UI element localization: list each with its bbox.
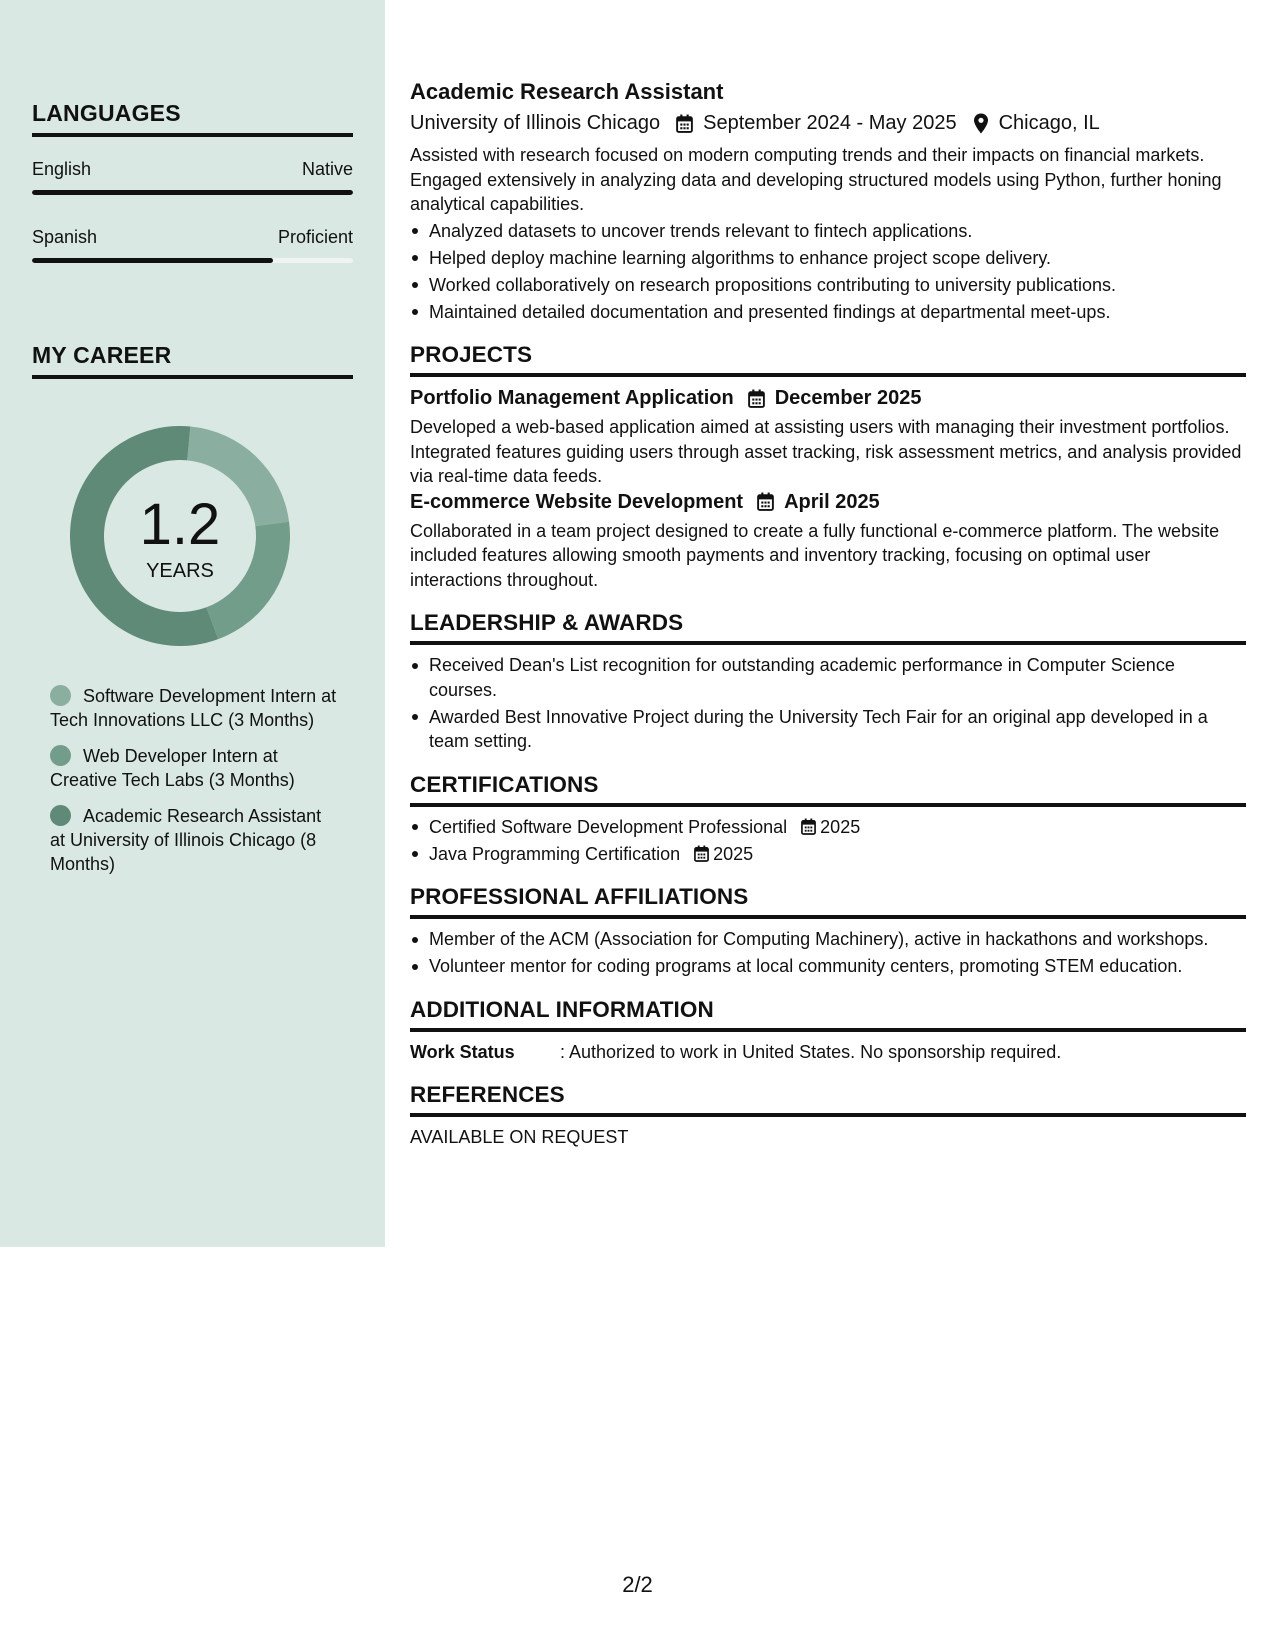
legend-dot: [50, 745, 71, 766]
affiliation-item: Member of the ACM (Association for Computing Machinery), active in hackathons and workshops.: [410, 927, 1246, 952]
page-number: 2/2: [622, 1572, 653, 1597]
language-proficiency-bar: [32, 190, 353, 195]
references-text: AVAILABLE ON REQUEST: [410, 1126, 629, 1147]
certification-item: [410, 815, 1246, 840]
certification-item: [410, 842, 1246, 867]
language-proficiency-fill: [32, 190, 353, 195]
career-section: [32, 342, 353, 379]
certifications-list: [410, 815, 1246, 867]
career-legend-label: Web Developer Intern at Creative Tech Labs (3 Months): [50, 746, 295, 790]
affiliation-item: Volunteer mentor for coding programs at local community centers, promoting STEM education.: [410, 954, 1246, 979]
location-pin-icon: [973, 113, 989, 134]
language-name: Spanish: [32, 227, 98, 247]
career-legend-label: Software Development Intern at Tech Innovations LLC (3 Months): [50, 686, 337, 730]
project-item: [410, 489, 1246, 593]
affiliations-heading: PROFESSIONAL AFFILIATIONS: [410, 884, 1246, 919]
career-legend-item: [50, 684, 340, 732]
calendar-icon: [694, 845, 709, 862]
job-bullet: Analyzed datasets to uncover trends relevant to fintech applications.: [410, 219, 1246, 244]
project-description: Developed a web-based application aimed at assisting users with managing their investment portfolios. Integrated features guiding users through asset tracking, risk assessment metrics, and analysis provided via real-time data feeds.: [410, 417, 1242, 486]
work-status-label: Work Status: [410, 1041, 515, 1062]
additional-info-section: [410, 997, 1246, 1064]
language-proficiency-fill: [32, 258, 273, 263]
certifications-section: [410, 772, 1246, 867]
leadership-list: [410, 653, 1246, 754]
references-heading: REFERENCES: [410, 1082, 1246, 1117]
job-bullet: Maintained detailed documentation and presented findings at departmental meet-ups.: [410, 300, 1246, 325]
languages-heading: LANGUAGES: [32, 100, 353, 137]
experience-entry: [410, 78, 1246, 324]
language-level: Proficient: [277, 227, 353, 247]
leadership-item: Received Dean's List recognition for outstanding academic performance in Computer Science courses.: [410, 653, 1246, 702]
language-name: English: [32, 159, 92, 179]
work-status-row: [410, 1040, 1246, 1064]
leadership-section: [410, 610, 1246, 754]
job-summary: Assisted with research focused on modern computing trends and their impacts on financial markets. Engaged extensively in analyzing data and developing structured models using Python, further honing analytical capabilities.: [410, 145, 1222, 214]
main-content: [410, 78, 1246, 1149]
project-title: Portfolio Management Application: [410, 387, 734, 409]
job-title: Academic Research Assistant: [410, 79, 724, 104]
references-section: [410, 1082, 1246, 1149]
calendar-icon: [801, 818, 816, 835]
projects-heading: PROJECTS: [410, 342, 1246, 377]
job-dates: September 2024 - May 2025: [703, 112, 957, 134]
affiliations-section: [410, 884, 1246, 979]
job-bullet: Helped deploy machine learning algorithms to enhance project scope delivery.: [410, 246, 1246, 271]
leadership-item: Awarded Best Innovative Project during the University Tech Fair for an original app developed in a team setting.: [410, 705, 1246, 754]
career-donut-center: [66, 422, 294, 650]
sidebar: [0, 0, 385, 1247]
projects-section: [410, 342, 1246, 592]
certifications-heading: CERTIFICATIONS: [410, 772, 1246, 807]
legend-dot: [50, 685, 71, 706]
languages-section: [32, 100, 353, 263]
project-title-row: [410, 489, 1246, 515]
language-proficiency-bar: [32, 258, 353, 263]
project-title: E-commerce Website Development: [410, 490, 744, 513]
language-item: [32, 227, 353, 263]
leadership-heading: LEADERSHIP & AWARDS: [410, 610, 1246, 645]
career-legend-item: [50, 804, 340, 876]
job-meta: [410, 112, 1246, 135]
career-donut-chart: [66, 422, 294, 650]
career-legend-item: [50, 744, 340, 792]
calendar-icon: [757, 492, 774, 511]
certification-year: 2025: [713, 843, 754, 864]
career-total-unit: YEARS: [146, 559, 214, 582]
project-date: December 2025: [774, 387, 922, 409]
certification-name: Java Programming Certification: [429, 843, 681, 864]
job-bullet: Worked collaboratively on research propositions contributing to university publications.: [410, 273, 1246, 298]
work-status-value: : Authorized to work in United States. No sponsorship required.: [560, 1041, 1062, 1062]
project-item: [410, 385, 1246, 489]
legend-dot: [50, 805, 71, 826]
certification-name: Certified Software Development Professional: [429, 816, 788, 837]
language-item: [32, 159, 353, 195]
calendar-icon: [676, 114, 693, 133]
project-title-row: [410, 385, 1246, 411]
project-date: April 2025: [784, 490, 880, 513]
career-legend: [50, 684, 340, 888]
project-description: Collaborated in a team project designed to create a fully functional e-commerce platform. The website included features allowing smooth payments and inventory tracking, focusing on optimal user interactions throughout.: [410, 520, 1220, 590]
language-level: Native: [301, 159, 353, 179]
certification-year: 2025: [820, 816, 861, 837]
additional-info-heading: ADDITIONAL INFORMATION: [410, 997, 1246, 1032]
job-bullets: [410, 219, 1246, 325]
career-heading: MY CAREER: [32, 342, 353, 379]
career-total-years: 1.2: [139, 491, 221, 557]
calendar-icon: [748, 389, 765, 408]
job-location: Chicago, IL: [998, 112, 1100, 134]
affiliations-list: [410, 927, 1246, 979]
job-organization: University of Illinois Chicago: [410, 112, 661, 134]
career-legend-label: Academic Research Assistant at University of Illinois Chicago (8 Months): [50, 806, 322, 874]
